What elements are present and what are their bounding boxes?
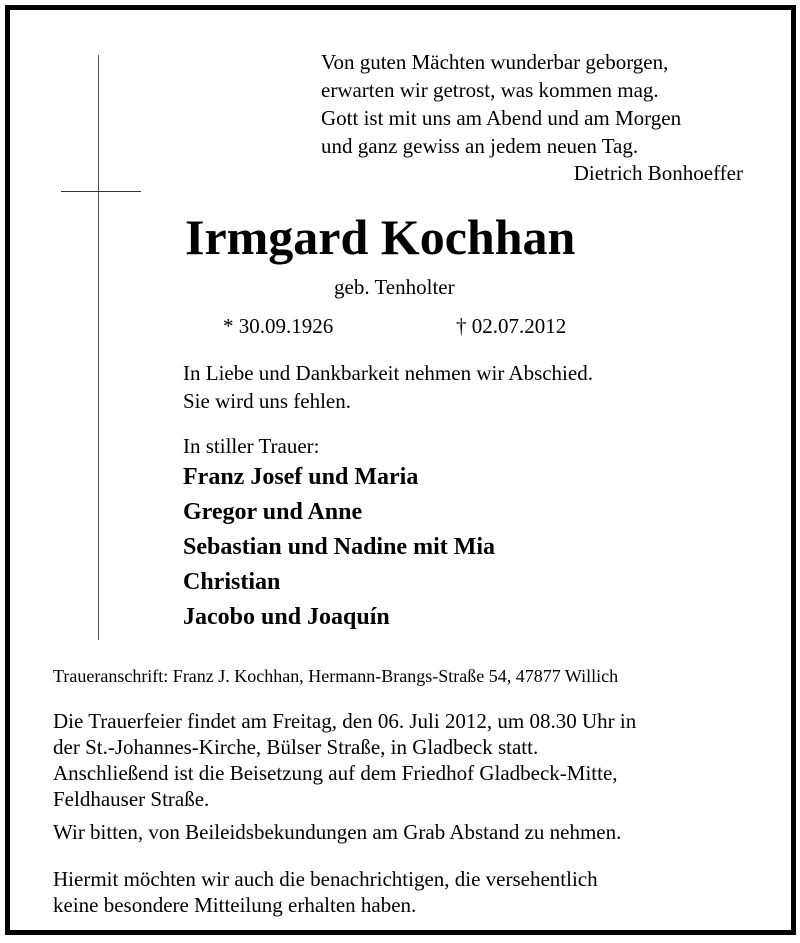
poem-line: erwarten wir getrost, was kommen mag. [321, 78, 659, 102]
death-date: † 02.07.2012 [456, 314, 567, 338]
poem [321, 48, 681, 160]
mourning-label: In stiller Trauer: [183, 434, 320, 458]
notice-line: keine besondere Mitteilung erhalten haben. [53, 893, 417, 917]
deceased-name: Irmgard Kochhan [185, 209, 576, 265]
obituary-frame [5, 5, 796, 935]
ceremony-line: Die Trauerfeier findet am Freitag, den 06. Juli 2012, um 08.30 Uhr in [53, 709, 637, 733]
notice-line: Hiermit möchten wir auch die benachrichtigen, die versehentlich [53, 867, 598, 891]
mourning-address: Traueranschrift: Franz J. Kochhan, Hermann-Brangs-Straße 54, 47877 Willich [53, 666, 619, 686]
farewell-text [183, 359, 593, 415]
mourner-name: Christian [183, 569, 281, 595]
farewell-line: In Liebe und Dankbarkeit nehmen wir Abschied. [183, 361, 593, 385]
mourners-list [183, 460, 495, 635]
mourner-name: Gregor und Anne [183, 499, 363, 525]
maiden-name: geb. Tenholter [334, 275, 455, 299]
ceremony-info [53, 708, 636, 812]
poem-line: Von guten Mächten wunderbar geborgen, [321, 50, 669, 74]
ceremony-line: Feldhauser Straße. [53, 787, 210, 811]
ceremony-line: Anschließend ist die Beisetzung auf dem Friedhof Gladbeck-Mitte, [53, 761, 618, 785]
poem-author: Dietrich Bonhoeffer [573, 161, 743, 185]
cross-icon-horizontal [61, 191, 141, 192]
poem-line: Gott ist mit uns am Abend und am Morgen [321, 106, 682, 130]
ceremony-line: der St.-Johannes-Kirche, Bülser Straße, in Gladbeck statt. [53, 735, 539, 759]
mourner-name: Sebastian und Nadine mit Mia [183, 534, 496, 560]
poem-line: und ganz gewiss an jedem neuen Tag. [321, 134, 639, 158]
notification-note [53, 866, 598, 918]
birth-date: * 30.09.1926 [223, 314, 334, 338]
condolence-request: Wir bitten, von Beileidsbekundungen am Grab Abstand zu nehmen. [53, 820, 622, 844]
mourner-name: Franz Josef und Maria [183, 464, 419, 490]
cross-icon-vertical [98, 55, 99, 640]
mourner-name: Jacobo und Joaquín [183, 604, 390, 630]
farewell-line: Sie wird uns fehlen. [183, 389, 351, 413]
